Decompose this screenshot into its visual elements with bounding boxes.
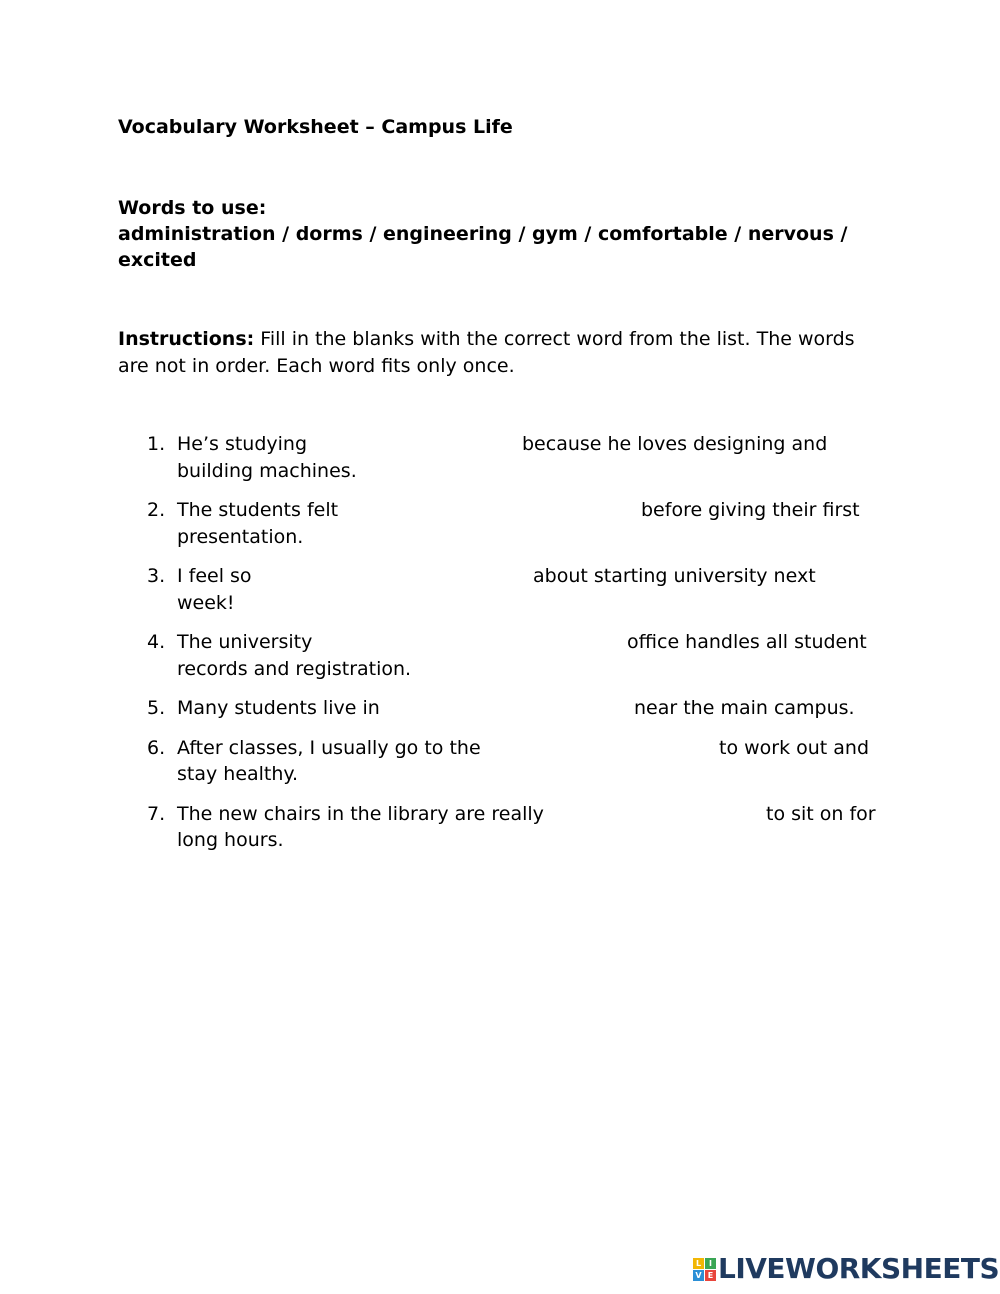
logo-text: LIVEWORKSHEETS	[718, 1252, 1000, 1285]
item-text-before: Many students live in	[177, 697, 380, 719]
instructions-text: Fill in the blanks with the correct word from the list. The words are not in order. Each word fits only once.	[118, 328, 855, 377]
exercise-item	[118, 563, 888, 616]
exercise-item	[118, 629, 888, 682]
item-text-after: about starting university next	[533, 565, 816, 587]
word-bank-heading: Words to use:	[118, 197, 267, 219]
item-number: 6.	[147, 736, 166, 759]
logo-squares-icon	[693, 1258, 716, 1281]
logo-square-v: V	[693, 1270, 704, 1281]
item-text-continuation: presentation.	[177, 525, 304, 548]
item-number: 1.	[147, 433, 166, 455]
exercise-item	[118, 497, 888, 550]
instructions-label: Instructions:	[118, 328, 255, 350]
item-text-before: The new chairs in the library are really	[177, 802, 544, 825]
item-text-continuation: stay healthy.	[177, 763, 298, 785]
item-text-before: I feel so	[177, 565, 252, 587]
item-text-before: After classes, I usually go to the	[177, 736, 481, 759]
item-text-continuation: records and registration.	[177, 657, 412, 680]
item-text-after: to sit on for	[766, 802, 876, 825]
item-number: 4.	[147, 631, 166, 653]
worksheet-title: Vocabulary Worksheet – Campus Life	[118, 116, 513, 138]
item-number: 7.	[147, 802, 166, 825]
item-text-continuation: week!	[177, 591, 235, 614]
exercise-item	[118, 735, 888, 788]
logo-square-i: I	[705, 1258, 716, 1269]
word-bank-list: administration / dorms / engineering / gym / comfortable / nervous / excited	[118, 223, 848, 271]
word-bank	[118, 195, 883, 273]
item-text-continuation: long hours.	[177, 829, 284, 851]
item-number: 5.	[147, 697, 166, 719]
item-text-after: before giving their first	[641, 499, 860, 521]
exercise-item	[118, 431, 888, 484]
item-text-continuation: building machines.	[177, 459, 357, 482]
item-number: 3.	[147, 565, 166, 587]
item-number: 2.	[147, 499, 166, 521]
exercise-list	[118, 431, 888, 867]
item-text-before: The university	[177, 631, 313, 653]
item-text-before: The students felt	[177, 499, 339, 521]
liveworksheets-logo[interactable]	[693, 1254, 999, 1284]
item-text-after: office handles all student	[627, 631, 867, 653]
item-text-before: He’s studying	[177, 433, 308, 455]
logo-square-e: E	[705, 1270, 716, 1281]
exercise-item	[118, 695, 888, 722]
item-text-after: to work out and	[719, 736, 870, 759]
instructions	[118, 326, 888, 379]
exercise-item	[118, 801, 888, 854]
item-text-after: near the main campus.	[634, 697, 855, 719]
logo-square-l: L	[693, 1258, 704, 1269]
item-text-after: because he loves designing and	[522, 433, 828, 455]
